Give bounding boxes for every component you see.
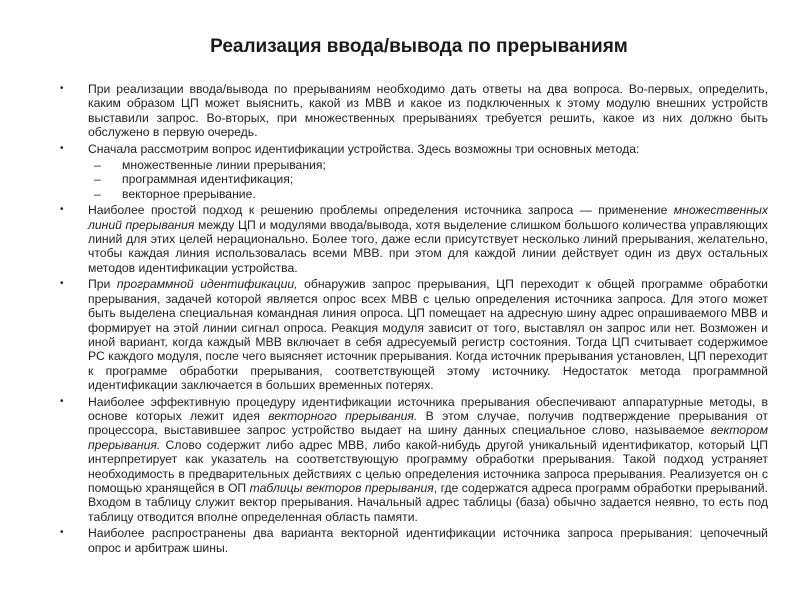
bullet-item <box>60 526 768 555</box>
slide-title: Реализация ввода/вывода по прерываниям <box>210 36 628 57</box>
dash-icon: – <box>94 172 101 187</box>
italic-term: множественных линий прерывания <box>88 203 768 232</box>
text-run: Наиболее распространены два варианта векторной идентификации источника запроса прерывания: цепочечный опрос и арбитраж шины. <box>88 526 768 555</box>
bullet-item <box>60 82 768 140</box>
bullet-item <box>60 395 768 525</box>
italic-term: вектором прерывания. <box>88 423 768 452</box>
sub-item-text: программная идентификация; <box>122 172 294 187</box>
text-run: обнаружив запрос прерывания, ЦП переходит к общей программе обработки прерывания, задачей которой является опрос всех МВВ с целью определения источника запроса. Для этого может быть выделена специальная командная линия опроса. ЦП помещает на адресную шину адрес опрашиваемого МВВ и формирует на этой линии сигнал опроса. Реакция модуля зависит от того, выставлял он запрос или нет. Возможен и иной вариант, когда каждый МВВ включает в себя адресуемый регистр состояния. Тогда ЦП считывает содержимое РС каждого модуля, после чего выясняет источник прерывания. Когда источник прерывания установлен, ЦП переходит к программе обработки прерывания, соответствующей этому источнику. Недостаток метода программной идентификации заключается в больших временных потерях. <box>88 277 768 393</box>
italic-term: программной идентификации, <box>116 277 298 292</box>
italic-term: таблицы векторов прерывания <box>249 480 434 495</box>
sub-list-item <box>94 172 768 186</box>
sub-list-item <box>94 187 768 201</box>
text-run: В этом случае, получив подтверждение прерывания от процессора, выставившее запрос устройство выдает на шину данных специальное слово, называемое <box>88 408 768 438</box>
text-run: При <box>88 277 117 292</box>
bullet-icon: • <box>60 83 64 94</box>
sub-list-item <box>94 158 768 172</box>
bullet-item <box>60 277 768 392</box>
text-run: При реализации ввода/вывода по прерываниям необходимо дать ответы на два вопроса. Во-первых, определить, каким образом ЦП может выяснить, какой из МВВ и какое из подключенных к этому модулю внешних устройств выставили запрос. Во-вторых, при множественных прерываниях требуется решить, какое из них должно быть обслужено в первую очередь. <box>88 82 768 140</box>
text-run: Слово содержит либо адрес МВВ, либо какой-нибудь другой уникальный идентификатор, который ЦП интерпретирует как указатель на соответствующую программу обработки прерывания. Такой подход устраняет необходимость в предварительных действиях с целью определения источника запроса прерывания. Реализуется он с помощью хранящейся в ОП <box>88 437 768 495</box>
italic-term: векторного прерывания. <box>268 408 418 423</box>
bullet-icon: • <box>60 204 64 216</box>
bullet-item <box>60 142 768 202</box>
dash-icon: – <box>94 158 101 173</box>
bullet-icon: • <box>60 278 64 290</box>
text-run: Сначала рассмотрим вопрос идентификации устройства. Здесь возможны три основных метода: <box>88 141 640 156</box>
text-run: между ЦП и модулями ввода/вывода, хотя выделение слишком большого количества управляющих линий для этих целей нерационально. Более того, даже если присутствует несколько линий прерывания, желательно, чтобы каждая линия использовалась всеми МВВ. при этом для каждой линии действует один из двух остальных методов идентификации устройства. <box>88 217 768 275</box>
sub-item-text: множественные линии прерывания; <box>122 158 326 173</box>
bullet-icon: • <box>60 142 64 154</box>
text-run: , где содержатся адреса программ обработки прерываний. Входом в таблицу служит вектор прерывания. Начальный адрес таблицы (база) обычно задается неявно, то есть под таблицу отводится вполне определенная область памяти. <box>88 480 768 524</box>
sub-item-text: векторное прерывание. <box>122 186 256 201</box>
sub-list <box>88 158 768 201</box>
bullet-list <box>60 82 768 555</box>
bullet-item <box>60 203 768 275</box>
text-run: Наиболее простой подход к решению проблемы определения источника запроса — применение <box>88 203 674 218</box>
bullet-icon: • <box>60 527 64 539</box>
text-run: Наиболее эффективную процедуру идентификации источника прерывания обеспечивают аппаратурные методы, в основе которых лежит идея <box>88 394 768 423</box>
bullet-icon: • <box>60 395 64 407</box>
dash-icon: – <box>94 186 101 201</box>
